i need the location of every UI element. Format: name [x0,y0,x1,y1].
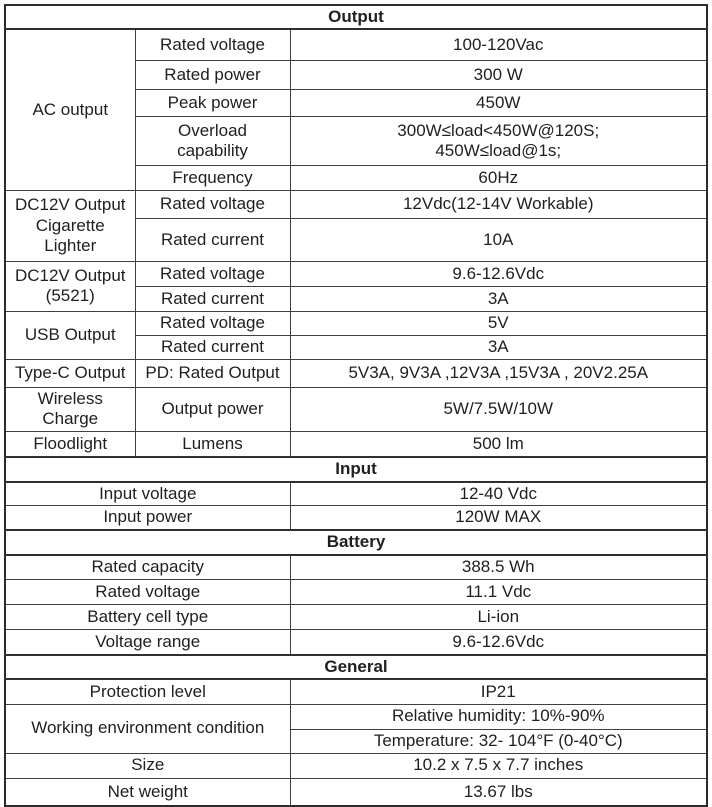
group-cell: Floodlight [5,431,135,457]
param-cell: Rated voltage [135,261,290,286]
section-header-general [5,655,707,679]
table-row [5,679,707,704]
table-row [5,190,707,218]
value-cell: 5V [290,311,707,335]
value-cell: 5W/7.5W/10W [290,387,707,431]
value-line: 300W≤load<450W@120S; [397,120,600,140]
value-cell: 100-120Vac [290,29,707,60]
param-cell: Peak power [135,89,290,116]
section-title: Battery [5,530,707,555]
table-row [5,431,707,457]
value-cell: 12Vdc(12-14V Workable) [290,190,707,218]
value-cell: 10.2 x 7.5 x 7.7 inches [290,753,707,778]
value-cell: 5V3A, 9V3A ,12V3A ,15V3A , 20V2.25A [290,359,707,387]
param-cell: Frequency [135,165,290,190]
value-cell: 9.6-12.6Vdc [290,261,707,286]
param-cell: Rated voltage [135,311,290,335]
param-cell: Rated voltage [135,29,290,60]
value-cell: 300 W [290,60,707,89]
group-cell: Type-C Output [5,359,135,387]
value-cell: 60Hz [290,165,707,190]
table-row [5,555,707,580]
param-cell: Net weight [5,778,290,806]
section-header-input [5,457,707,481]
param-cell: Rated current [135,286,290,311]
value-cell: 388.5 Wh [290,555,707,580]
param-cell: Rated power [135,60,290,89]
param-cell: Rated current [135,218,290,261]
param-cell: Input voltage [5,482,290,506]
value-cell: 9.6-12.6Vdc [290,630,707,655]
table-row [5,778,707,806]
value-cell: 3A [290,286,707,311]
table-row [5,29,707,60]
param-cell: Voltage range [5,630,290,655]
section-title: Output [5,5,707,29]
group-cell: DC12V Output (5521) [5,261,135,311]
value-cell: 13.67 lbs [290,778,707,806]
param-cell: Lumens [135,431,290,457]
group-cell: USB Output [5,311,135,359]
param-cell: Input power [5,506,290,530]
value-cell: 120W MAX [290,506,707,530]
table-row [5,387,707,431]
param-cell: Rated current [135,335,290,359]
value-cell: 12-40 Vdc [290,482,707,506]
value-cell: Relative humidity: 10%-90% [290,704,707,729]
table-row [5,704,707,729]
param-cell: Protection level [5,679,290,704]
section-title: Input [5,457,707,481]
value-cell: 10A [290,218,707,261]
param-cell: Size [5,753,290,778]
spec-table [4,4,708,807]
param-cell: Battery cell type [5,605,290,630]
param-cell: Rated voltage [135,190,290,218]
table-row [5,580,707,605]
table-row [5,605,707,630]
param-cell: Overload capability [135,116,290,165]
value-cell: 11.1 Vdc [290,580,707,605]
section-title: General [5,655,707,679]
table-row [5,311,707,335]
value-cell: Temperature: 32- 104°F (0-40°C) [290,729,707,753]
table-row [5,630,707,655]
group-cell: Wireless Charge [5,387,135,431]
value-cell: IP21 [290,679,707,704]
table-row [5,359,707,387]
section-header-battery [5,530,707,555]
table-row [5,753,707,778]
param-cell: Output power [135,387,290,431]
param-cell: PD: Rated Output [135,359,290,387]
section-header-output [5,5,707,29]
param-cell: Working environment condition [5,704,290,753]
value-line: 450W≤load@1s; [435,140,562,160]
value-cell: 450W [290,89,707,116]
value-cell: 3A [290,335,707,359]
group-cell: DC12V Output Cigarette Lighter [5,190,135,261]
value-cell [290,116,707,165]
value-cell: 500 lm [290,431,707,457]
table-row [5,506,707,530]
table-row [5,482,707,506]
param-cell: Rated voltage [5,580,290,605]
group-cell: AC output [5,29,135,190]
param-cell: Rated capacity [5,555,290,580]
value-cell: Li-ion [290,605,707,630]
table-row [5,261,707,286]
